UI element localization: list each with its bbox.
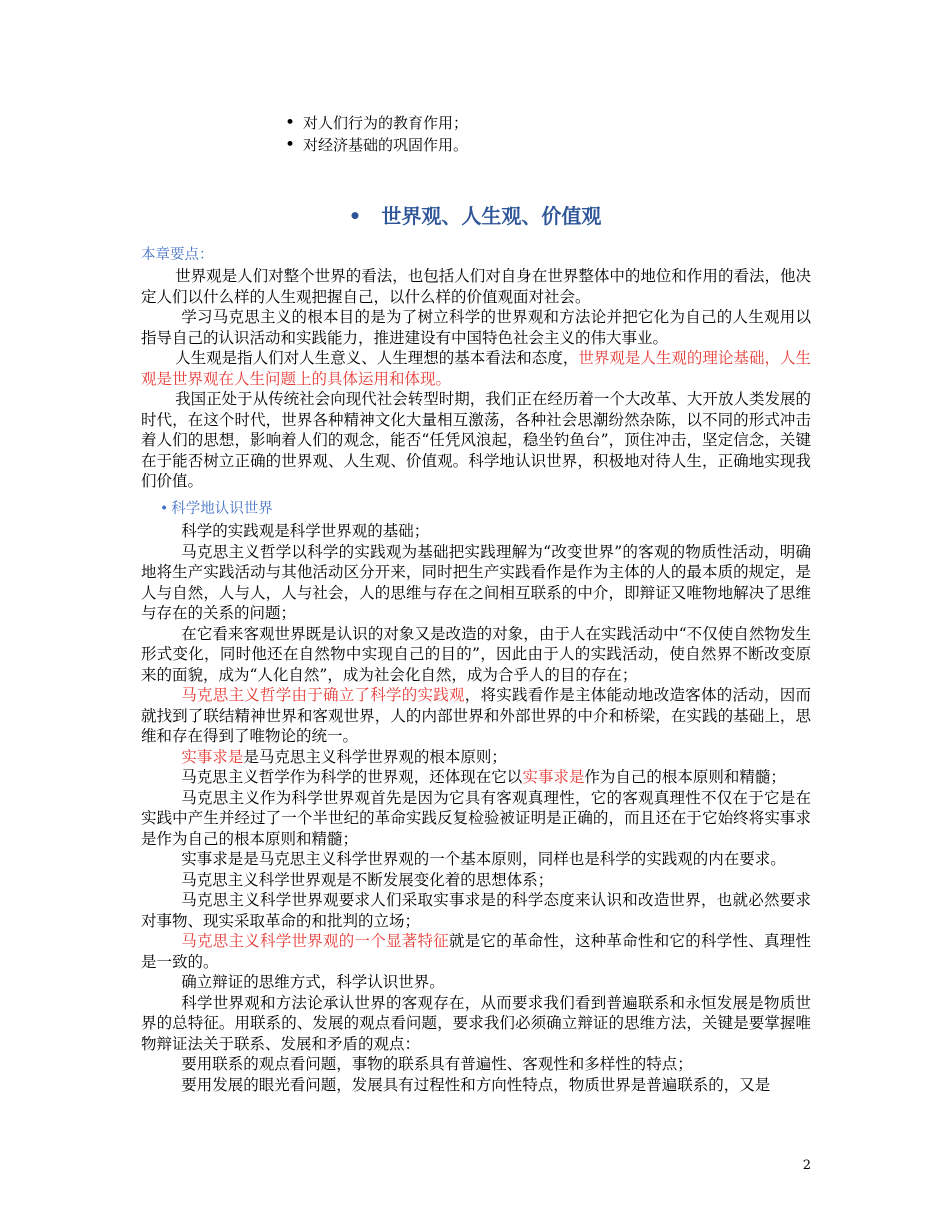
summary-block [141, 266, 811, 492]
body-paragraph [141, 931, 811, 972]
text-run: 是马克思主义科学世界观的根本原则； [243, 747, 507, 766]
main-body-block [141, 521, 811, 1095]
text-run: 人生观是指人们对人生意义、人生理想的基本看法和态度， [175, 349, 579, 367]
bullet-item: • 对经济基础的巩固作用。 [283, 134, 468, 156]
summary-paragraph: 我国正处于从传统社会向现代社会转型时期，我们正在经历着一个大改革、大开放人类发展的时代，在这个时代，世界各种精神文化大量相互激荡，各种社会思潮纷然杂陈，以不同的形式冲击着人们的思想，影响着人们的观念，能否“任凭风浪起，稳坐钓鱼台”，顶住冲击，坚定信念，关键在于能否树立正确的世界观、人生观、价值观。科学地认识世界，积极地对待人生，正确地实现我们价值。 [141, 390, 811, 490]
page-number: 2 [802, 1158, 811, 1173]
text-run: 马克思主义哲学作为科学的世界观，还体现在它以 [181, 768, 523, 786]
bullet-item: • 对人们行为的教育作用； [283, 112, 468, 134]
body-paragraph [141, 685, 811, 747]
body-paragraph: 实事求是是马克思主义科学世界观的一个基本原则，同样也是科学的实践观的内在要求。 [181, 850, 786, 868]
highlighted-text: 世界观是人生观的理论基础，人生观是世界观在人生问题上的具体运用和体现。 [141, 349, 811, 388]
summary-paragraph [141, 348, 811, 389]
body-paragraph: 马克思主义哲学以科学的实践观为基础把实践理解为“改变世界”的客观的物质性活动，明确地将生产实践活动与其他活动区分开来，同时把生产实践看作是作为主体的人的最本质的规定，是人与自然，人与人，人与社会，人的思维与存在之间相互联系的中介，即辩证又唯物地解决了思维与存在的关系的问题； [141, 542, 811, 622]
subsection-heading [160, 497, 273, 518]
body-paragraph: 科学的实践观是科学世界观的基础； [181, 522, 430, 540]
text-run: 作为自己的根本原则和精髓； [584, 768, 786, 786]
subsection-title: 科学地认识世界 [171, 501, 273, 517]
highlighted-text: 实事求是 [522, 768, 585, 786]
body-paragraph: 要用发展的眼光看问题，发展具有过程性和方向性特点，物质世界是普遍联系的，又是 [181, 1075, 771, 1094]
body-paragraph: 确立辩证的思维方式，科学认识世界。 [181, 973, 445, 991]
highlighted-text: 实事求是 [181, 747, 244, 766]
body-paragraph: 在它看来客观世界既是认识的对象又是改造的对象，由于人在实践活动中“不仅使自然物发生形式变化，同时他还在自然物中实现自己的目的”，因此由于人的实践活动，使自然界不断改变原来的面貌，成为“人化自然”，成为社会化自然，成为合乎人的目的存在； [141, 624, 811, 684]
body-paragraph: 马克思主义科学世界观是不断发展变化着的思想体系； [181, 870, 554, 889]
summary-paragraph: 世界观是人们对整个世界的看法，也包括人们对自身在世界整体中的地位和作用的看法，他决定人们以什么样的人生观把握自己，以什么样的价值观面对社会。 [141, 267, 811, 306]
highlighted-text: 马克思主义科学世界观的一个显著特征 [181, 932, 450, 950]
bullet-dot-icon: • [348, 204, 362, 228]
section-title: 世界观、人生观、价值观 [381, 204, 602, 228]
body-paragraph: 科学世界观和方法论承认世界的客观存在，从而要求我们看到普遍联系和永恒发展是物质世界的总特征。用联系的、发展的观点看问题，要求我们必须确立辩证的思维方法，关键是要掌握唯物辩证法关于联系、发展和矛盾的观点： [141, 993, 811, 1053]
body-paragraph: 马克思主义科学世界观要求人们采取实事求是的科学态度来认识和改造世界，也就必然要求对事物、现实采取革命的和批判的立场； [141, 891, 811, 930]
body-paragraph: 要用联系的观点看问题，事物的联系具有普遍性、客观性和多样性的特点； [181, 1055, 693, 1073]
text-run: ，将实践看作是主体能动地改造客体的活动，因而就找到了联结精神世界和客观世界，人的内部世界和外部世界的中介和桥梁，在实践的基础上，思维和存在得到了唯物论的统一。 [141, 686, 811, 745]
body-paragraph: 马克思主义作为科学世界观首先是因为它具有客观真理性，它的客观真理性不仅在于它是在实践中产生并经过了一个半世纪的革命实践反复检验被证明是正确的，而且还在于它始终将实事求是作为自己的根本原则和精髓； [141, 788, 811, 848]
body-paragraph [141, 747, 811, 768]
chapter-summary-label: 本章要点： [141, 247, 214, 263]
section-heading [0, 200, 950, 229]
summary-paragraph: 学习马克思主义的根本目的是为了树立科学的世界观和方法论并把它化为自己的人生观用以指导自己的认识活动和实践能力，推进建设有中国特色社会主义的伟大事业。 [141, 308, 811, 347]
top-bullet-list [283, 112, 468, 156]
bullet-dot-icon: • [160, 501, 169, 517]
highlighted-text: 马克思主义哲学由于确立了科学的实践观 [181, 686, 465, 704]
body-paragraph [141, 767, 811, 788]
text-run: 就是它的革命性，这种革命性和它的科学性、真理性是一致的。 [141, 932, 811, 971]
